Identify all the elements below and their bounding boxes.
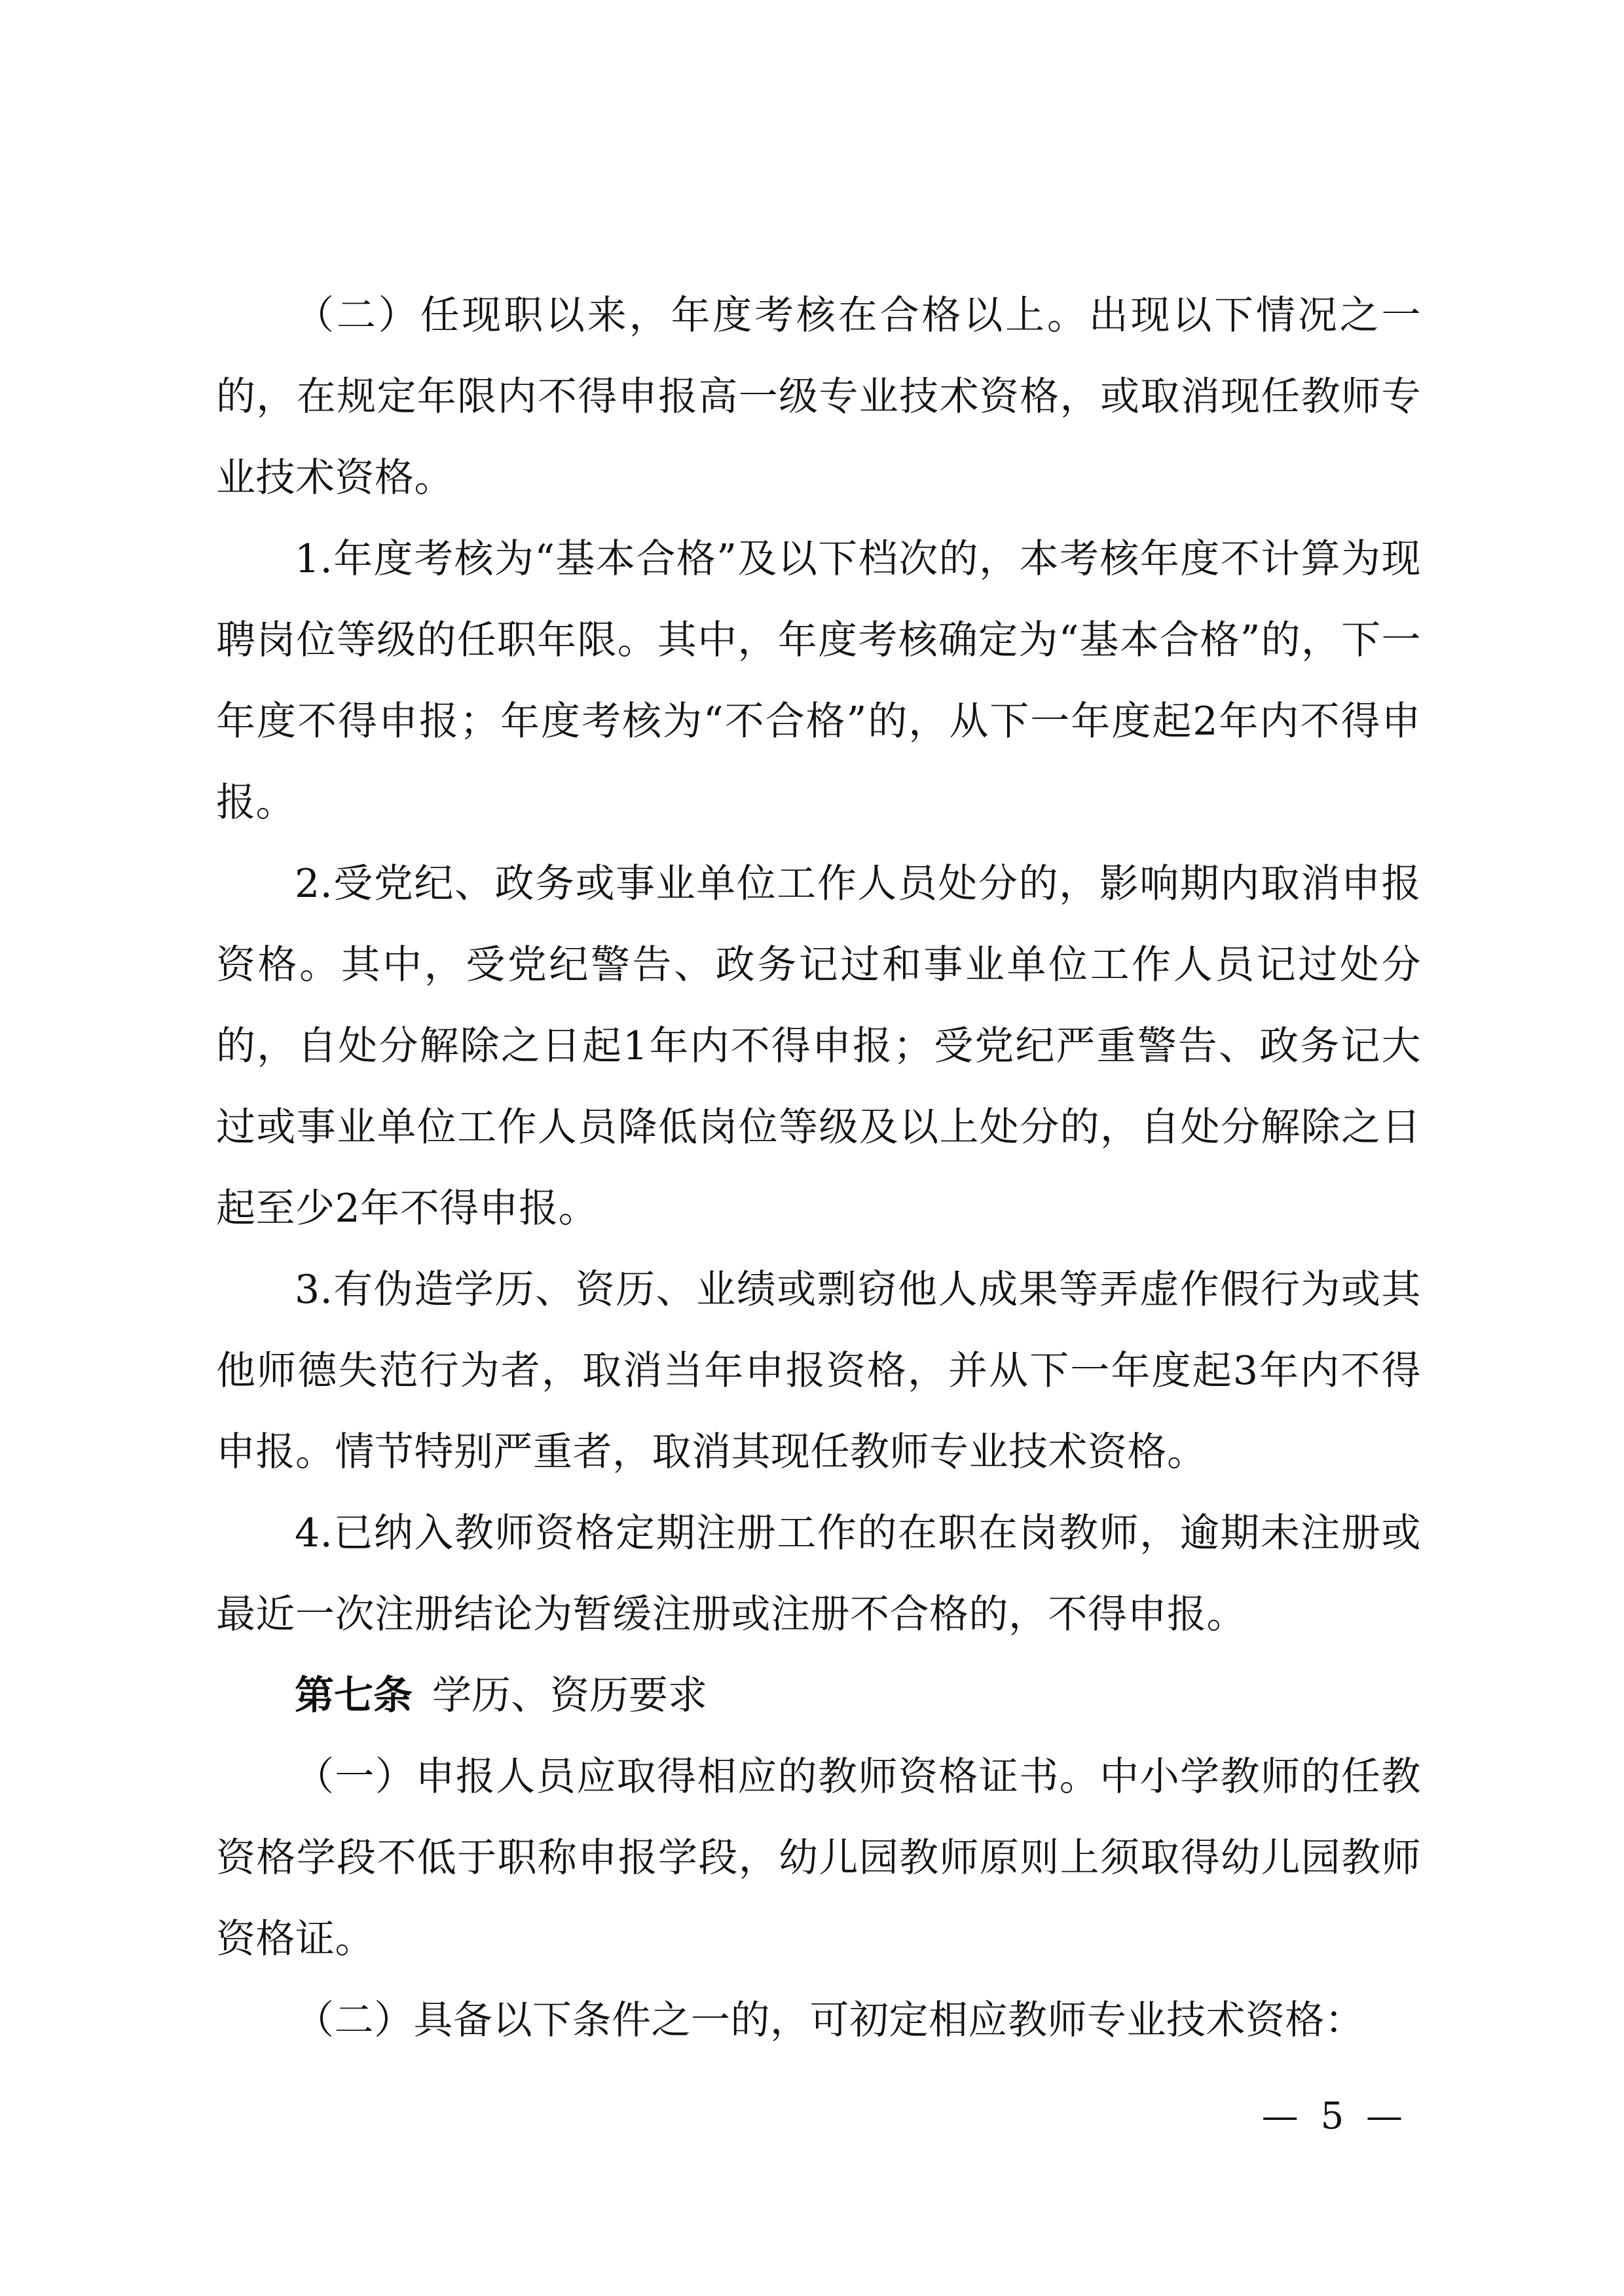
article-seven-heading: [216, 1655, 1421, 1736]
paragraph-annual-assessment: （二）任现职以来，年度考核在合格以上。出现以下情况之一的，在规定年限内不得申报高一级专业技术资格，或取消现任教师专业技术资格。: [216, 293, 1421, 501]
paragraph-initial-qualification: （二）具备以下条件之一的，可初定相应教师专业技术资格：: [295, 1997, 1365, 2043]
paragraph-item-3: 3.有伪造学历、资历、业绩或剽窃他人成果等弄虚作假行为或其他师德失范行为者，取消当年申报资格，并从下一年度起3年内不得申报。情节特别严重者，取消其现任教师专业技术资格。: [216, 1267, 1421, 1475]
document-body: [216, 275, 1421, 2061]
paragraph-certificate-requirement: （一）申报人员应取得相应的教师资格证书。中小学教师的任教资格学段不低于职称申报学段，幼儿园教师原则上须取得幼儿园教师资格证。: [216, 1754, 1421, 1962]
page-number: — 5 —: [1261, 2095, 1408, 2138]
paragraph-item-1: 1.年度考核为“基本合格”及以下档次的，本考核年度不计算为现聘岗位等级的任职年限。其中，年度考核确定为“基本合格”的，下一年度不得申报；年度考核为“不合格”的，从下一年度起2年内不得申报。: [216, 536, 1421, 826]
article-label: 第七条: [295, 1673, 413, 1719]
paragraph-item-2: 2.受党纪、政务或事业单位工作人员处分的，影响期内取消申报资格。其中，受党纪警告、政务记过和事业单位工作人员记过处分的，自处分解除之日起1年内不得申报；受党纪严重警告、政务记大过或事业单位工作人员降低岗位等级及以上处分的，自处分解除之日起至少2年不得申报。: [216, 861, 1421, 1231]
article-title: 学历、资历要求: [432, 1673, 707, 1719]
paragraph-item-4: 4.已纳入教师资格定期注册工作的在职在岗教师，逾期未注册或最近一次注册结论为暂缓注册或注册不合格的，不得申报。: [216, 1510, 1421, 1637]
